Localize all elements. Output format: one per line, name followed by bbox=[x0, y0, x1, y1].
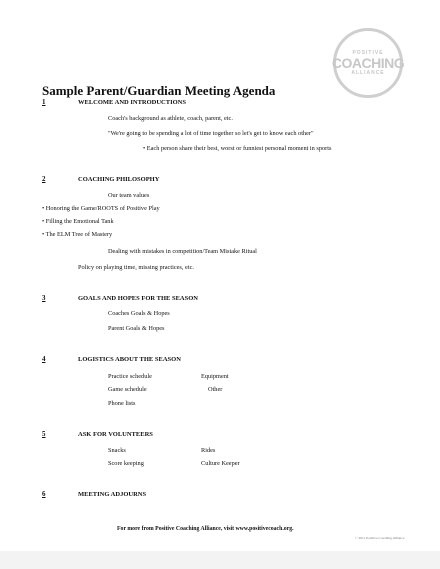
section-1-bullet: • Each person share their best, worst or funniest personal moment in sports bbox=[143, 145, 332, 152]
section-5-snacks: Snacks bbox=[108, 447, 126, 454]
section-2-number: 2 bbox=[42, 175, 46, 183]
page-title: Sample Parent/Guardian Meeting Agenda bbox=[42, 83, 276, 98]
section-6-number: 6 bbox=[42, 490, 46, 498]
section-3-number: 3 bbox=[42, 294, 46, 302]
section-1-line-1: Coach's background as athlete, coach, parent, etc. bbox=[108, 115, 233, 122]
section-2-mistakes: Dealing with mistakes in competition/Team Mistake Ritual bbox=[108, 248, 257, 255]
section-3-coaches-goals: Coaches Goals & Hopes bbox=[108, 310, 170, 317]
section-4-heading: LOGISTICS ABOUT THE SEASON bbox=[78, 356, 181, 363]
logo-line-2: COACHING bbox=[331, 55, 405, 71]
footer-bar bbox=[0, 551, 440, 569]
section-4-practice: Practice schedule bbox=[108, 373, 152, 380]
section-3-heading: GOALS AND HOPES FOR THE SEASON bbox=[78, 295, 198, 302]
section-5-score: Score keeping bbox=[108, 460, 144, 467]
section-2-bullet-1: • Honoring the Game/ROOTS of Positive Play bbox=[42, 205, 160, 212]
section-4-phone: Phone lists bbox=[108, 400, 136, 407]
section-5-number: 5 bbox=[42, 430, 46, 438]
section-5-rides: Rides bbox=[201, 447, 216, 454]
section-4-game: Game schedule bbox=[108, 386, 147, 393]
section-4-number: 4 bbox=[42, 355, 46, 363]
section-4-other: Other bbox=[208, 386, 223, 393]
section-2-bullet-3: • The ELM Tree of Mastery bbox=[42, 231, 113, 238]
section-4-equipment: Equipment bbox=[201, 373, 229, 380]
section-1-number: 1 bbox=[42, 98, 46, 106]
footer-copyright: © 2011 Positive Coaching Alliance bbox=[355, 536, 405, 540]
section-2-heading: COACHING PHILOSOPHY bbox=[78, 176, 160, 183]
section-5-culture: Culture Keeper bbox=[201, 460, 240, 467]
section-3-parent-goals: Parent Goals & Hopes bbox=[108, 325, 165, 332]
logo-line-1: POSITIVE bbox=[352, 50, 384, 56]
footer-link-text: For more from Positive Coaching Alliance, visit www.positivecoach.org. bbox=[117, 526, 294, 532]
section-2-values: Our team values bbox=[108, 192, 150, 199]
section-1-heading: WELCOME AND INTRODUCTIONS bbox=[78, 99, 186, 106]
section-2-bullet-2: • Filling the Emotional Tank bbox=[42, 218, 114, 225]
section-6-heading: MEETING ADJOURNS bbox=[78, 491, 147, 498]
section-2-policy: Policy on playing time, missing practices, etc. bbox=[78, 264, 194, 271]
section-5-heading: ASK FOR VOLUNTEERS bbox=[78, 431, 153, 438]
positive-coaching-alliance-logo bbox=[333, 28, 403, 98]
logo-line-3: ALLIANCE bbox=[351, 70, 385, 76]
section-1-line-2: "We're going to be spending a lot of time together so let's get to know each other" bbox=[108, 130, 314, 137]
